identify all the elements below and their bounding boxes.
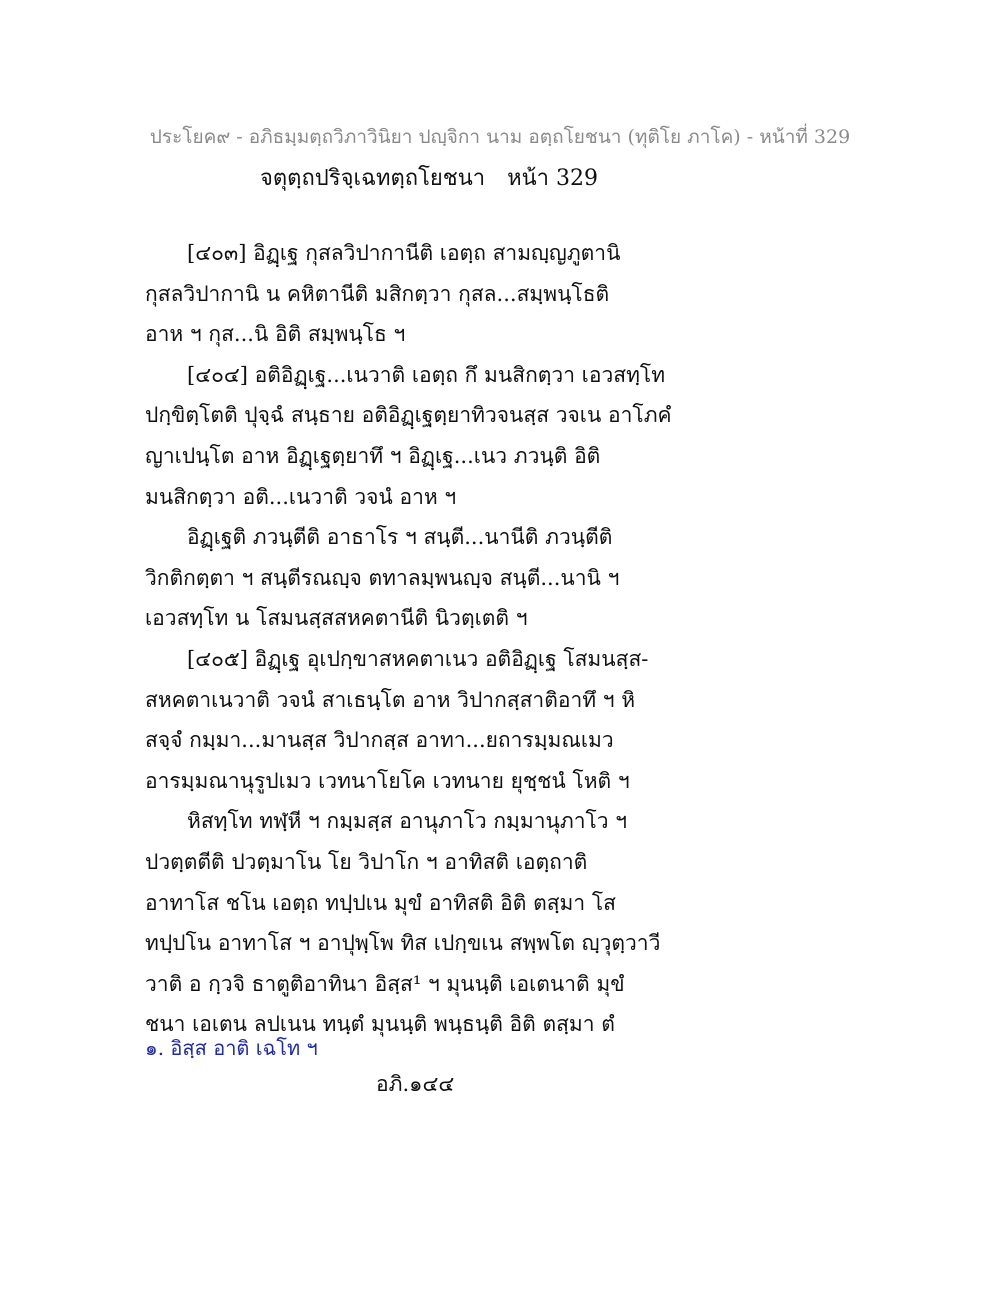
text-line: กุสลวิปากานิ น คหิตานีติ มสิกตฺวา กุสล...สมฺพนฺโธติ xyxy=(145,281,610,306)
text-line: วิกติกตฺตา ฯ สนฺตีรณญฺจ ตทาลมฺพนญฺจ สนฺตี...นานิ ฯ xyxy=(145,565,620,590)
text-line: อิฏฺเฐติ ภวนฺตีติ อาธาโร ฯ สนฺตี...นานีติ ภวนฺตีติ xyxy=(187,525,613,550)
page-number: อภิ.๑๔๔ xyxy=(376,1072,455,1096)
text-line: อารมฺมณานุรูปเมว เวทนาโยโค เวทนาย ยุชฺชนํ โหติ ฯ xyxy=(145,768,630,793)
text-line: อาห ฯ กุส...นิ อิติ สมฺพนฺโธ ฯ xyxy=(145,322,406,347)
footnote: ๑. อิสฺส อาติ เฉโท ฯ xyxy=(145,1036,318,1060)
text-line: สจฺจํ กมฺมา...มานสฺส วิปากสฺส อาทา...ยถารมฺมณเมว xyxy=(145,728,614,753)
text-line: มนสิกตฺวา อติ...เนวาติ วจนํ อาห ฯ xyxy=(145,484,457,509)
section-heading xyxy=(260,160,598,195)
text-line: [๔๐๓] อิฏฺเฐ กุสลวิปากานีติ เอตฺถ สามญฺญภูตานิ xyxy=(187,241,621,265)
text-line: วาติ อ กฺวจิ ธาตูติอาทินา อิสฺส¹ ฯ มุนนฺติ เอเตนาติ มุขํ xyxy=(145,971,625,996)
text-line: [๔๐๕] อิฏฺเฐ อุเปกฺขาสหคตาเนว อติอิฏฺเฐ โสมนสฺส- xyxy=(187,646,649,671)
text-line: ปกฺขิตฺโตติ ปุจฺฉํ สนฺธาย อติอิฏฺเฐตฺยาทิวจนสฺส วจเน อาโภคํ xyxy=(145,403,672,428)
text-line: เอวสทฺโท น โสมนสฺสสหคตานีติ นิวตฺเตติ ฯ xyxy=(145,606,528,631)
text-line: ชนา เอเตน ลปเนน ทนฺตํ มุนนฺติ พนฺธนฺติ อิติ ตสฺมา ตํ xyxy=(145,1012,615,1037)
body-text xyxy=(145,233,672,1045)
text-line: ญาเปนฺโต อาห อิฏฺเฐตฺยาทึ ฯ อิฏฺเฐ...เนว ภวนฺติ อิติ xyxy=(145,443,601,468)
text-line: ปวตฺตตีติ ปวตฺมาโน โย วิปาโก ฯ อาทิสติ เอตฺถาติ xyxy=(145,849,588,874)
text-line: สหคตาเนวาติ วจนํ สาเธนฺโต อาห วิปากสฺสาติอาทึ ฯ หิ xyxy=(145,687,636,712)
text-line: หิสทฺโท ทฬฺหี ฯ กมฺมสฺส อานุภาโว กมฺมานุภาโว ฯ xyxy=(187,809,628,834)
section-title: จตุตฺถปริจฺเฉทตฺถโยชนา xyxy=(260,166,486,191)
text-line: อาทาโส ชโน เอตฺถ ทปฺปเน มุขํ อาทิสติ อิติ ตสฺมา โส xyxy=(145,890,616,915)
text-line: ทปฺปโน อาทาโส ฯ อาปุพฺโพ ทิส เปกฺขเน สพฺพโต ญฺวุตฺวาวี xyxy=(145,931,661,956)
text-line: [๔๐๔] อติอิฏฺเฐ...เนวาติ เอตฺถ กึ มนสิกตฺวา เอวสทฺโท xyxy=(187,362,666,387)
section-page-label: หน้า 329 xyxy=(507,166,598,191)
running-header: ประโยค๙ - อภิธมฺมตฺถวิภาวินิยา ปญฺจิกา นาม อตฺถโยชนา (ทุติโย ภาโค) - หน้าที่ 329 xyxy=(149,126,851,148)
